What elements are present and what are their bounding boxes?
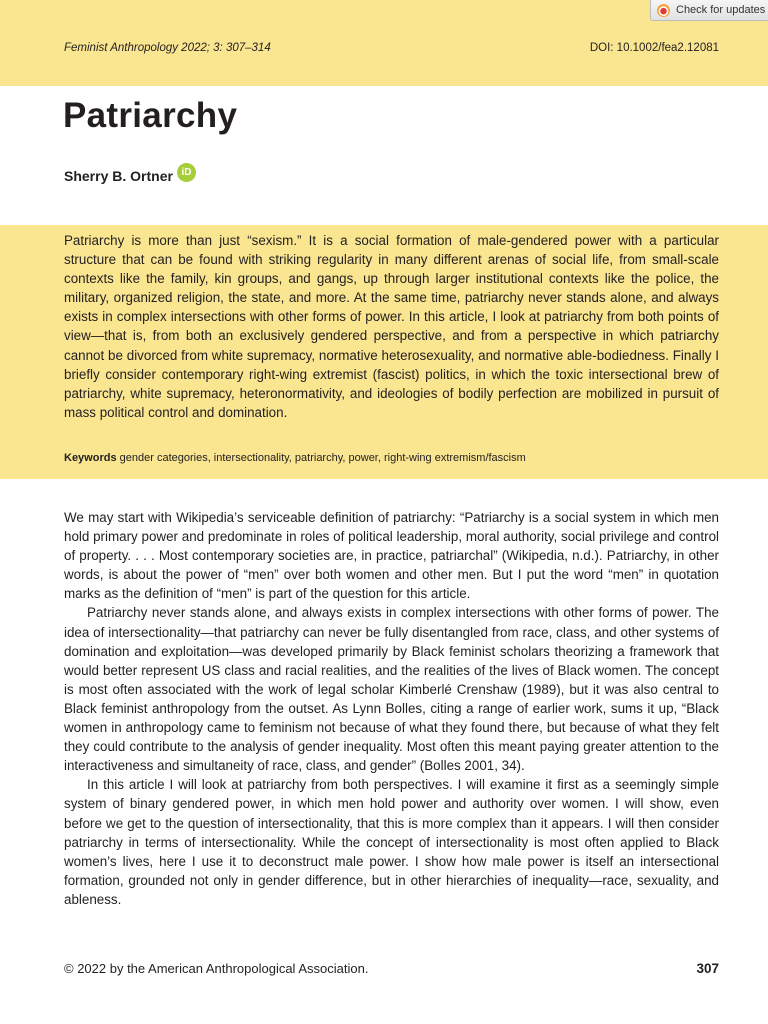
keywords-list: gender categories, intersectionality, patriarchy, power, right-wing extremism/fascism — [119, 452, 526, 464]
journal-citation: Feminist Anthropology 2022; 3: 307–314 — [64, 42, 271, 54]
keywords-label: Keywords — [64, 452, 117, 464]
author-line — [64, 166, 196, 185]
journal-header — [64, 42, 719, 54]
body-paragraph: In this article I will look at patriarchy from both perspectives. I will examine it first as a seemingly simple system of binary gendered power, in which men hold power and authority over women. I will show, even before we get to the question of intersectionality, that this is more complex than it appears. I will then consider patriarchy in terms of intersectionality. While the concept of intersectionality is most often applied to Black women’s lives, here I use it to deconstruct male power. I show how male power is itself an intersectional formation, grounded not only in gender difference, but in other hierarchies of inequality—race, sexuality, and ableness. — [64, 777, 719, 907]
article-body — [64, 508, 719, 909]
crossmark-icon — [657, 4, 670, 17]
copyright-notice: © 2022 by the American Anthropological Association. — [64, 961, 369, 976]
author-name[interactable]: Sherry B. Ortner — [64, 167, 173, 184]
check-updates-label: Check for updates — [676, 4, 766, 16]
check-for-updates-button[interactable] — [650, 0, 768, 21]
page-footer — [64, 961, 719, 976]
body-paragraph: We may start with Wikipedia’s serviceable definition of patriarchy: “Patriarchy is a social system in which men hold primary power and predominate in roles of political leadership, moral authority, social privilege and control of property. . . . Most contemporary societies are, in practice, patriarchal” (Wikipedia, n.d.). Patriarchy, in other words, is about the power of “men” over both women and other men. But I put the word “men” in quotation marks as the definition of “men” is part of the question for this article. — [64, 510, 719, 602]
article-title: Patriarchy — [63, 96, 238, 135]
doi-link[interactable]: DOI: 10.1002/fea2.12081 — [589, 42, 719, 54]
abstract-text: Patriarchy is more than just “sexism.” It is a social formation of male-gendered power with a particular structure that can be found with striking regularity in many different arenas of social life, from small-scale contexts like the family, kin groups, and gangs, up through larger institutional contexts like the police, the military, organized religion, the state, and more. At the same time, patriarchy never stands alone, and always exists in complex intersections with other forms of power. In this article, I look at patriarchy from both points of view—that is, from both an exclusively gendered perspective, and from a perspective in which patriarchy cannot be divorced from white supremacy, normative heterosexuality, and normative able-bodiedness. Finally I briefly consider contemporary right-wing extremist (fascist) politics, in which the toxic intersectional brew of patriarchy, white supremacy, heteronormativity, and ideologies of bodily perfection are mobilized in pursuit of mass political control and domination. — [64, 233, 719, 420]
page-number: 307 — [696, 961, 719, 976]
orcid-icon[interactable]: iD — [177, 163, 196, 182]
body-paragraph: Patriarchy never stands alone, and always exists in complex intersections with other forms of power. The idea of intersectionality—that patriarchy can never be fully disentangled from race, class, and other systems of domination and exploitation—was developed primarily by Black feminist scholars theorizing a framework that would better represent US class and racial realities, and the realities of the lives of Black women. The concept is most often associated with the work of legal scholar Kimberlé Crenshaw (1989), but it was also central to Black feminist anthropology from the outset. As Lynn Bolles, citing a range of earlier work, sums it up, “Black women in anthropology came to feminism not because of what they found there, but because of what they felt they could contribute to the analysis of gender inequality. Most often this meant paying greater attention to the interactiveness and simultaneity of race, class, and gender” (Bolles 2001, 34). — [64, 605, 719, 774]
keywords — [64, 452, 719, 464]
